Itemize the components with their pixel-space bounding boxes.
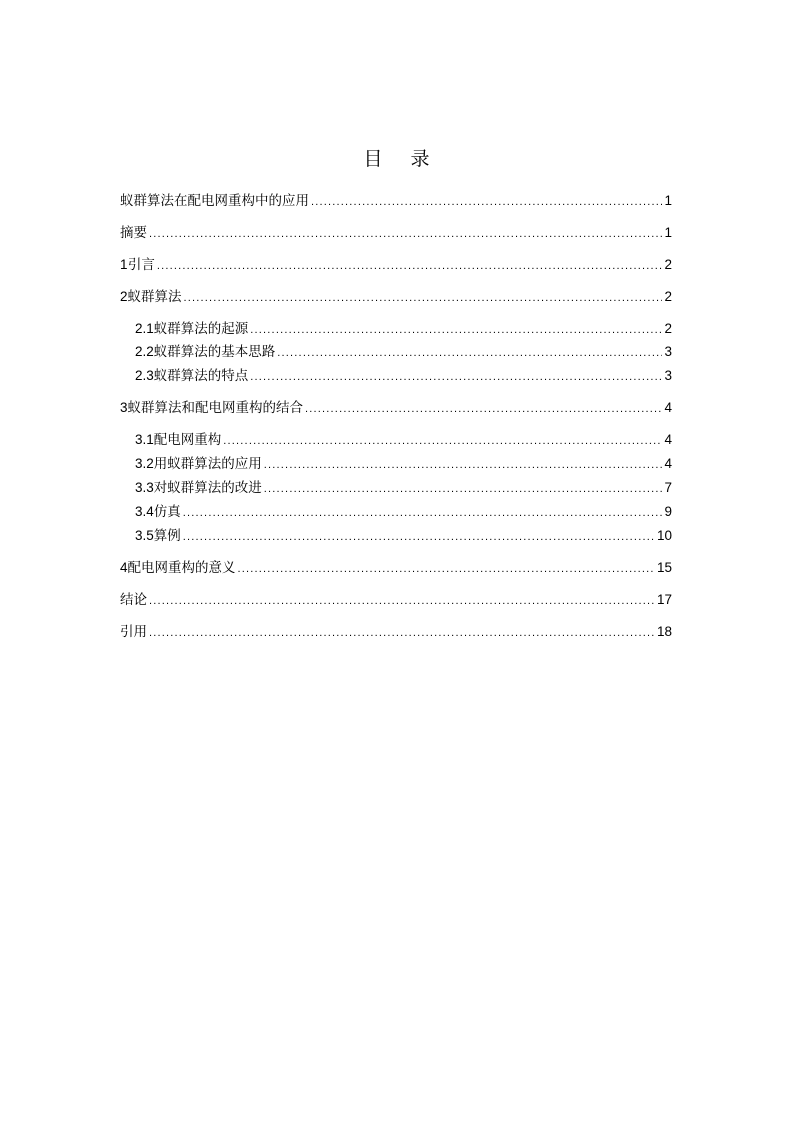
toc-page-number: 2 <box>664 289 672 304</box>
toc-leader-dots <box>149 224 662 244</box>
toc-title-char-1: 目 <box>363 148 383 170</box>
toc-section-number: 3.2 <box>135 456 154 471</box>
toc-entry-text: 引言 <box>127 257 155 273</box>
toc-page-number: 4 <box>664 432 672 447</box>
toc-entry[interactable] <box>120 590 672 610</box>
toc-entry[interactable] <box>120 622 672 642</box>
toc-entry[interactable] <box>120 287 672 307</box>
toc-page-number: 9 <box>664 504 672 519</box>
toc-entry-text: 配电网重构的意义 <box>127 560 236 576</box>
toc-entry-text: 结论 <box>120 592 147 608</box>
toc-entry[interactable] <box>120 255 672 275</box>
toc-entry-text: 蚁群算法的特点 <box>153 368 249 384</box>
toc-entry-text: 对蚁群算法的改进 <box>153 480 262 496</box>
toc-entry[interactable] <box>135 526 672 546</box>
toc-entry-text: 蚁群算法 <box>127 289 182 305</box>
toc-section-number: 4 <box>120 560 128 575</box>
toc-entry[interactable] <box>120 398 672 418</box>
toc-leader-dots <box>183 503 663 523</box>
toc-section-number: 1 <box>120 257 128 272</box>
toc-leader-dots <box>238 559 655 579</box>
toc-entry[interactable] <box>135 319 672 339</box>
toc-page-number: 3 <box>664 344 672 359</box>
toc-leader-dots <box>264 455 663 475</box>
toc-entry[interactable] <box>135 366 672 386</box>
toc-page-number: 1 <box>664 225 672 240</box>
toc-entry-text: 蚁群算法和配电网重构的结合 <box>127 400 304 416</box>
toc-title-char-2: 录 <box>410 148 430 170</box>
toc-section-number: 3.5 <box>135 528 154 543</box>
toc-section-number: 3.4 <box>135 504 154 519</box>
toc-entry-text: 引用 <box>120 624 147 640</box>
toc-page-number: 1 <box>664 193 672 208</box>
toc-page-number: 4 <box>664 400 672 415</box>
toc-entry-text: 算例 <box>153 528 181 544</box>
toc-entry[interactable] <box>135 430 672 450</box>
toc-page-number: 10 <box>656 528 672 543</box>
toc-page-number: 7 <box>664 480 672 495</box>
toc-entry[interactable] <box>135 502 672 522</box>
toc-entry[interactable] <box>120 191 672 211</box>
toc-entry[interactable] <box>120 223 672 243</box>
toc-leader-dots <box>305 399 662 419</box>
toc-entry-text: 蚁群算法的起源 <box>153 321 249 337</box>
toc-leader-dots <box>250 367 662 387</box>
toc-entry[interactable] <box>135 478 672 498</box>
toc-entry-text: 仿真 <box>153 504 181 520</box>
toc-section-number: 3 <box>120 400 128 415</box>
toc-leader-dots <box>277 343 662 363</box>
toc-section-number: 2.2 <box>135 344 154 359</box>
toc-leader-dots <box>183 527 655 547</box>
toc-leader-dots <box>184 288 663 308</box>
toc-leader-dots <box>149 623 655 643</box>
toc-leader-dots <box>250 320 662 340</box>
toc-entry-text: 蚁群算法在配电网重构中的应用 <box>120 193 309 209</box>
toc-page-number: 2 <box>664 257 672 272</box>
toc-entry[interactable] <box>135 342 672 362</box>
toc-page-number: 17 <box>656 592 672 607</box>
toc-entry-text: 配电网重构 <box>153 432 222 448</box>
toc-entry-text: 摘要 <box>120 225 147 241</box>
toc-section-number: 2.1 <box>135 321 154 336</box>
toc-page-number: 2 <box>664 321 672 336</box>
toc-leader-dots <box>264 479 663 499</box>
toc-leader-dots <box>157 256 663 276</box>
toc-page-number: 18 <box>656 624 672 639</box>
toc-page-number: 15 <box>656 560 672 575</box>
toc-section-number: 2 <box>120 289 128 304</box>
toc-entry-text: 用蚁群算法的应用 <box>153 456 262 472</box>
toc-page-number: 4 <box>664 456 672 471</box>
toc-section-number: 3.3 <box>135 480 154 495</box>
toc-page-number: 3 <box>664 368 672 383</box>
toc-entry[interactable] <box>120 558 672 578</box>
toc-leader-dots <box>149 591 655 611</box>
toc-entry-text: 蚁群算法的基本思路 <box>153 344 276 360</box>
toc-entry[interactable] <box>135 454 672 474</box>
toc-leader-dots <box>311 192 662 212</box>
toc-leader-dots <box>223 431 662 451</box>
toc-section-number: 2.3 <box>135 368 154 383</box>
toc-section-number: 3.1 <box>135 432 154 447</box>
